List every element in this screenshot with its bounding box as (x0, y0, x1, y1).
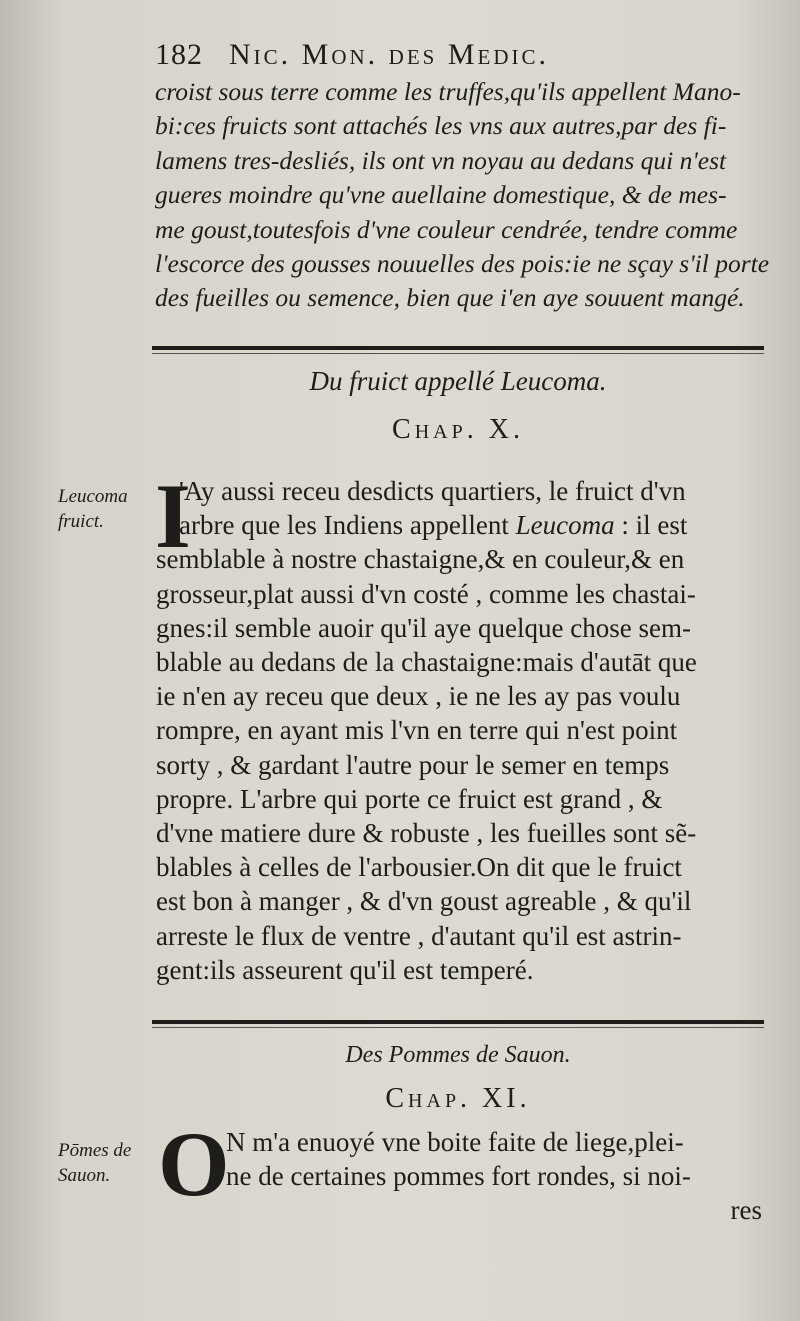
section-title: Du fruict appellé Leucoma. (309, 366, 607, 396)
running-header (155, 38, 755, 72)
chapter-paragraph (155, 465, 762, 987)
text-line: lamens tres-desliés, ils ont vn noyau au dedans qui n'est (155, 145, 727, 175)
text-line: grosseur,plat aussi d'vn costé , comme les chastai- (156, 578, 696, 609)
text-line: ie n'en ay receu que deux , ie ne les ay pas voulu (156, 681, 681, 712)
text-line: N m'a enuoyé vne boite faite de liege,plei- (226, 1127, 684, 1157)
text-line: propre. L'arbre qui porte ce fruict est grand , & (156, 783, 663, 814)
text-line: sorty , & gardant l'autre pour le semer en temps (156, 749, 670, 780)
italic-term: Leucoma (515, 510, 615, 541)
chapter-heading: Chap. X. (392, 414, 524, 445)
chapter-heading: Chap. XI. (385, 1083, 531, 1114)
text-line: me goust,toutesfois d'vne couleur cendrée, tendre comme (155, 214, 738, 244)
chapter-paragraph (156, 1113, 762, 1228)
text-line: d'vne matiere dure & robuste , les fueilles sont sẽ- (156, 818, 697, 849)
text-line: rompre, en ayant mis l'vn en terre qui n'est point (156, 715, 678, 746)
text-line: gnes:il semble auoir qu'il aye quelque chose sem- (156, 612, 691, 643)
running-title: Nic. Mon. des Medic. (229, 38, 550, 71)
text-line: ne de certaines pommes fort rondes, si noi- (226, 1161, 691, 1192)
marginal-line: Leucoma (58, 486, 128, 507)
text-fragment: arbre que les Indiens appellent (179, 510, 516, 541)
text-line: blable au dedans de la chastaigne:mais d'autāt que (156, 647, 697, 678)
text-line: l'escorce des gousses nouuelles des pois:ie ne sçay s'il porte (155, 249, 770, 279)
text-line: croist sous terre comme les truffes,qu'ils appellent Mano- (155, 77, 741, 106)
text-line: blables à celles de l'arbousier.On dit que le fruict (156, 852, 682, 883)
text-line: arreste le flux de ventre , d'autant qu'il est astrin- (156, 920, 682, 951)
text-line: gent:ils asseurent qu'il est temperé. (156, 954, 534, 985)
marginal-note (58, 484, 153, 534)
marginal-line: Sauon. (58, 1165, 111, 1186)
text-line: bi:ces fruicts sont attachés les vns aux autres,par des fi- (155, 111, 727, 141)
drop-cap: O (158, 1113, 230, 1215)
text-line: semblable à nostre chastaigne,& en couleur,& en (156, 544, 685, 575)
marginal-note (58, 1138, 153, 1188)
text-line: est bon à manger , & d'vn goust agreable , & qu'il (156, 886, 692, 917)
marginal-line: Pōmes de (58, 1140, 132, 1161)
text-fragment: : il est (614, 510, 688, 541)
catchword: res (730, 1195, 762, 1226)
text-line: 'Ay aussi receu desdicts quartiers, le fruict d'vn (179, 476, 686, 506)
intro-paragraph (155, 75, 770, 316)
text-line (156, 508, 762, 542)
page-number: 182 (155, 38, 203, 71)
marginal-line: fruict. (58, 511, 104, 532)
drop-cap: I (155, 465, 191, 567)
text-line: des fueilles ou semence, bien que i'en aye souuent mangé. (155, 283, 745, 313)
text-line: gueres moindre qu'vne auellaine domestique, & de mes- (155, 180, 727, 210)
section-title: Des Pommes de Sauon. (345, 1042, 571, 1068)
section-divider (152, 1020, 764, 1024)
section-divider (152, 346, 764, 350)
